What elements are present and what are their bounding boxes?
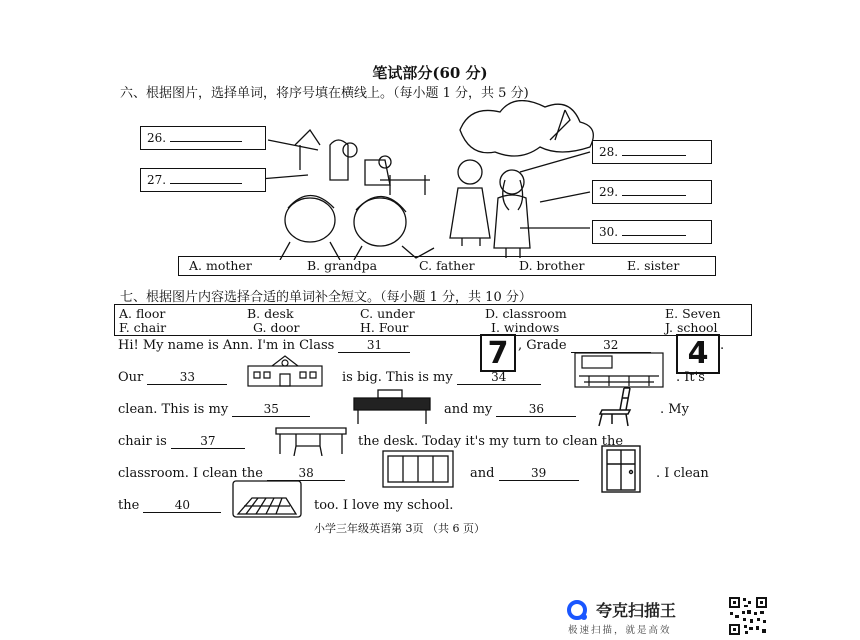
- passage-line-5b: and 39: [470, 466, 579, 481]
- choice: C. under: [360, 306, 415, 321]
- passage-line-6: the 40: [118, 498, 221, 513]
- choice: C. father: [419, 258, 475, 273]
- passage-line-1: Hi! My name is Ann. I'm in Class 31: [118, 338, 410, 353]
- passage-line-4b: the desk. Today it's my turn to clean the: [358, 434, 624, 449]
- passage-line-3c: . My: [660, 402, 689, 417]
- number-seven-box: 7: [480, 334, 516, 372]
- label-26: 26.: [140, 126, 266, 150]
- choice: E. Seven: [665, 306, 721, 321]
- passage-line-4: chair is 37: [118, 434, 245, 449]
- passage-line-5c: . I clean: [656, 466, 709, 481]
- choice: B. desk: [247, 306, 294, 321]
- windows-icon: [382, 450, 454, 488]
- choice: H. Four: [360, 320, 409, 335]
- label-29: 29.: [592, 180, 712, 204]
- blank-35[interactable]: 35: [232, 402, 310, 417]
- blank-31[interactable]: 31: [338, 338, 410, 353]
- blank-37[interactable]: 37: [171, 434, 245, 449]
- watermark-name: 夸克扫描王: [596, 601, 677, 620]
- passage-line-2: Our 33: [118, 370, 227, 385]
- passage-line-5: classroom. I clean the 38: [118, 466, 345, 481]
- passage-line-1b: , Grade 32: [518, 338, 651, 353]
- school-building-icon: [246, 354, 324, 388]
- watermark-slogan: 极速扫描，就是高效: [568, 625, 672, 636]
- blank-36[interactable]: 36: [496, 402, 576, 417]
- section7-instruction: 七、根据图片内容选择合适的单词补全短文。（每小题 1 分，共 10 分）: [120, 290, 532, 305]
- choice: A. mother: [189, 258, 252, 273]
- section7-choices: [114, 304, 752, 336]
- scanner-watermark: [566, 598, 676, 621]
- number-four-box: 4: [676, 334, 720, 374]
- chair-icon: [596, 386, 636, 428]
- choice: D. brother: [519, 258, 585, 273]
- choice: A. floor: [119, 306, 166, 321]
- label-27: 27.: [140, 168, 266, 192]
- door-icon: [600, 444, 642, 494]
- choice: B. grandpa: [307, 258, 378, 273]
- blank-39[interactable]: 39: [499, 466, 579, 481]
- page-title: 笔试部分(60 分): [372, 64, 488, 82]
- blank-34[interactable]: 34: [457, 370, 541, 385]
- period: .: [720, 338, 725, 353]
- passage-line-3b: and my 36: [444, 402, 576, 417]
- label-30: 30.: [592, 220, 712, 244]
- passage-line-2b: is big. This is my 34: [342, 370, 541, 385]
- blank-38[interactable]: 38: [267, 466, 345, 481]
- passage-line-2c: . It's: [676, 370, 705, 385]
- choice: E. sister: [627, 258, 680, 273]
- blank-33[interactable]: 33: [147, 370, 227, 385]
- classroom-icon: [574, 352, 664, 388]
- page-footer: 小学三年级英语第 3页 （共 6 页）: [314, 522, 485, 535]
- blank-32[interactable]: 32: [571, 338, 651, 353]
- desk-icon: [350, 388, 434, 424]
- choice: I. windows: [491, 320, 560, 335]
- floor-icon: [232, 480, 302, 518]
- passage-line-6b: too. I love my school.: [314, 498, 454, 513]
- passage-line-3: clean. This is my 35: [118, 402, 310, 417]
- desk-and-chair-icon: [266, 420, 352, 456]
- label-28: 28.: [592, 140, 712, 164]
- choice: G. door: [253, 320, 300, 335]
- section6-choices: [178, 256, 716, 276]
- blank-40[interactable]: 40: [143, 498, 221, 513]
- quark-logo-icon: [566, 599, 588, 621]
- section6-instruction: 六、根据图片，选择单词，将序号填在横线上。（每小题 1 分，共 5 分): [120, 86, 529, 101]
- choice: D. classroom: [485, 306, 567, 321]
- qr-code-icon: [728, 596, 768, 636]
- choice: J. school: [665, 320, 718, 335]
- choice: F. chair: [119, 320, 167, 335]
